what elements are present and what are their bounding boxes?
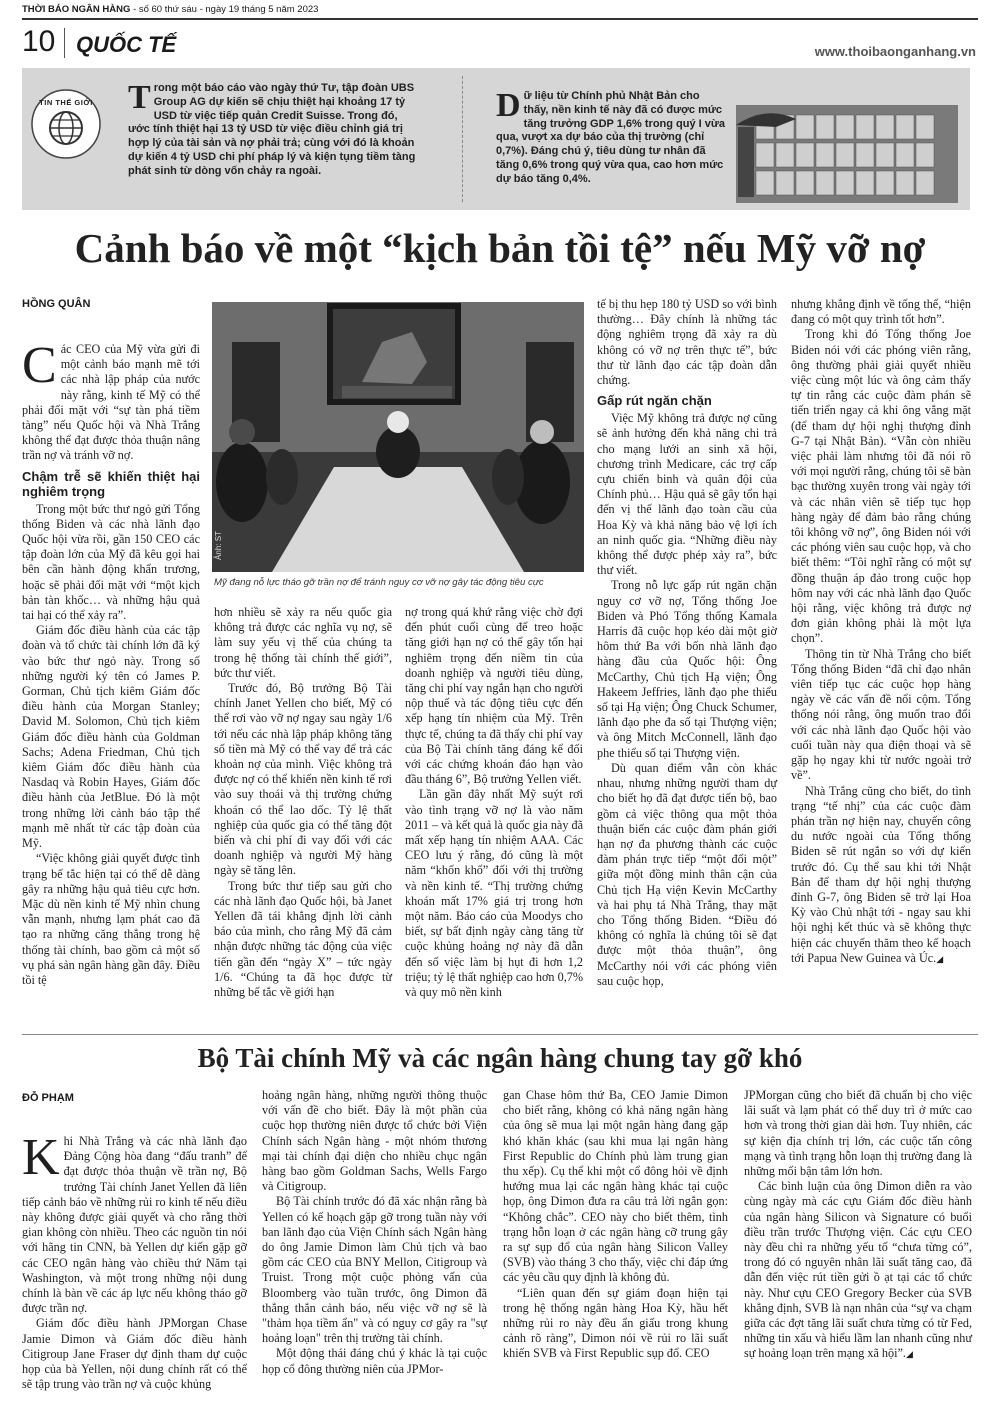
website[interactable]: www.thoibaonganhang.vn (814, 44, 976, 59)
header-top-rule (22, 18, 978, 20)
article1-col5: nhưng khẳng định về tổng thể, “hiện đang có một quy trình tốt hơn”. Trong khi đó Tổng thống Joe Biden nói với các phóng viên rằng, ông thường phải giải quyết nhiều việc cùng một lúc và ông cảm thấy tự tin rằng các cuộc đàm phán sẽ tiến triển ngay cả khi ông vắng mặt (để tham dự hội nghị thượng đỉnh G-7 tại Nhật Bản). “Vẫn còn nhiều việc phải làm nhưng tôi đã nói rõ với mọi người rằng, chúng tôi sẽ bàn bạc thường xuyên trong vài ngày tới và các nhân viên sẽ tiếp tục họp hàng ngày để đảm bảo rằng chúng tôi không vỡ nợ”, ông Biden nói với các phóng viên sau cuộc họp, và cho biết thêm: “Tôi nghĩ rằng có một sự đồng thuận áp đảo trong cuộc họp hôm nay với các nhà lãnh đạo Quốc hội rằng, việc không trả được nợ đơn giản không phải là một lựa chọn”. Thông tin từ Nhà Trắng cho biết Tổng thống Biden “đã chỉ đạo nhân viên tiếp tục các cuộc họp hàng ngày về các vấn đề nổi cộm. Tổng thống nói rằng, ông muốn trao đổi với các nhà lãnh đạo Quốc hội vào cuối tuần này qua điện thoại và sẽ gặp họ ngay khi từ nước ngoài trở về”. Nhà Trắng cũng cho biết, do tình trạng “tế nhị” của các cuộc đàm phán trần nợ hiện nay, chuyến công du nước ngoài của Tổng thống Biden sẽ rút ngắn so với dự kiến trước đó. Cụ thể sau khi tới Nhật Bản để tham dự hội nghị thượng đỉnh G-7, ông Biden sẽ trở lại Hoa Kỳ vào Chủ nhật tới - ngay sau khi hội nghị kết thúc và sẽ không thực hiện các chuyến thăm theo kế hoạch tới Papua New Guinea và Úc.◢ (791, 297, 971, 965)
article1-author: HỒNG QUÂN (22, 298, 91, 310)
article2-col2: hoảng ngân hàng, những người thông thuộc với vấn đề cho biết. Đây là một phần của cuộc họp thường niên được tổ chức bởi Viện Chính sách Ngân hàng - một nhóm thương mại tài chính đại diện cho nhiều chục ngân hàng bao gồm Goldman Sachs, Wells Fargo và Citigroup. Bộ Tài chính trước đó đã xác nhận rằng bà Yellen có kế hoạch gặp gỡ trong tuần này với ban lãnh đạo của Viện Chính sách Ngân hàng do ông Jamie Dimon làm Chủ tịch và bao gồm các CEO của BNY Mellon, Citigroup và Truist. Trong một cuộc phỏng vấn của Bloomberg vào tuần trước, ông Dimon đã thẳng thắn cảnh báo, nếu việc vỡ nợ sẽ là "thảm họa tiềm ẩn" và có nguy cơ gây ra "sự hoảng loạn" trên thị trường tài chính. Một động thái đáng chú ý khác là tại cuộc họp cổ đông thường niên của JPMor- (262, 1088, 487, 1376)
box-divider (462, 76, 463, 202)
world-news-item-2: Dữ liệu từ Chính phủ Nhật Bản cho thấy, nền kinh tế này đã có được mức tăng trưởng GDP 1,6% trong quý I vừa qua, vượt xa dự báo của thị trường (chỉ 0,7%). Đáng chú ý, tiêu dùng tư nhân đã tăng 0,6% trong quý vừa qua, cao hơn mức dự báo tăng 0,4%. (496, 87, 725, 185)
article1-subhead-1: Chậm trễ sẽ khiến thiệt hại nghiêm trọng (22, 468, 200, 499)
section-divider (22, 1034, 978, 1035)
badge-label: TIN THẾ GIỚI (39, 98, 93, 107)
article1-lead: ác CEO của Mỹ vừa gửi đi một cảnh báo mạnh mẽ tới các nhà lập pháp của nước này rằng, kinh tế Mỹ có thể phải đối mặt với “sự tàn phá tiềm tàng” nếu Quốc hội và Nhà Trắng không thể đạt được thỏa thuận nâng trần nợ và tránh vỡ nợ. (22, 342, 200, 463)
masthead-line (22, 4, 318, 15)
article1-headline: Cảnh báo về một “kịch bản tồi tệ” nếu Mỹ vỡ nợ (74, 225, 926, 271)
photo-credit: Ảnh: ST (213, 531, 223, 560)
item1-dropcap: T (128, 79, 151, 116)
end-mark-icon-2: ◢ (905, 1349, 913, 1360)
masthead: THỜI BÁO NGÂN HÀNG (22, 4, 131, 15)
article2-dropcap: K (22, 1129, 60, 1186)
news-stand-photo (736, 105, 958, 203)
article2-col1: Khi Nhà Trắng và các nhà lãnh đạo Đảng Cộng hòa đang “đấu tranh” để đạt được thỏa thuận về trần nợ, Bộ trưởng Tài chính Janet Yellen đã liên tiếp cảnh báo về những rủi ro kinh tế nếu điều này không được giải quyết và cho rằng thời gian không còn nhiều. Theo các nguồn tin nói với hãng tin CNN, bà Yellen dự kiến gặp gỡ các CEO ngân hàng vào chiều thứ Năm tại Washington, và một trong những nội dung chính là bàn về các áp lực nếu không tháo gỡ được trần nợ. Giám đốc điều hành JPMorgan Chase Jamie Dimon và Giám đốc điều hành Citigroup Jane Fraser dự định tham dự cuộc họp của bà Yellen, nội dung chính rất có thể sẽ tập trung vào trần nợ và cuộc khủng (22, 1129, 247, 1392)
page-number: 10 (22, 25, 56, 58)
world-news-item-1: Trong một báo cáo vào ngày thứ Tư, tập đoàn UBS Group AG dự kiến sẽ chịu thiệt hại khoảng 17 tỷ USD từ việc tiếp quản Credit Suisse. Trong đó, ước tính thiệt hại 13 tỷ USD từ việc điều chỉnh giá trị hợp lý của tài sản và nợ phải trả; cùng với đó là khoản dự kiến 4 tỷ USD chi phí pháp lý và kiện tụng tiềm tàng phát sinh từ dòng vốn chảy ra ngoài. (128, 79, 416, 177)
article1-dropcap: C (22, 337, 57, 394)
item2-dropcap: D (496, 87, 521, 124)
end-mark-icon: ◢ (936, 953, 944, 964)
issue-info: - số 60 thứ sáu - ngày 19 tháng 5 năm 2023 (130, 4, 319, 15)
photo-caption: Mỹ đang nỗ lực tháo gỡ trần nợ để tránh nguy cơ vỡ nợ gây tác động tiêu cực (214, 577, 544, 588)
article2-author: ĐỖ PHẠM (22, 1092, 74, 1104)
article2-headline: Bộ Tài chính Mỹ và các ngân hàng chung tay gỡ khó (197, 1043, 803, 1073)
article1-subhead-2: Gấp rút ngăn chặn (597, 393, 712, 409)
section-title: QUỐC TẾ (76, 32, 177, 57)
article1-col1: Các CEO của Mỹ vừa gửi đi một cảnh báo mạnh mẽ tới các nhà lập pháp của nước này rằng, kinh tế Mỹ có thể phải đối mặt với “sự tàn phá tiềm tàng” nếu Quốc hội và Nhà Trắng không thể đạt được thỏa thuận nâng trần nợ và tránh vỡ nợ. Chậm trễ sẽ khiến thiệt hại nghiêm trọng Trong một bức thư ngỏ gửi Tổng thống Biden và các nhà lãnh đạo Quốc hội vừa rồi, gần 150 CEO các tập đoàn lớn của Mỹ đã kêu gọi hai bên cần hành động khẩn trương, hoặc sẽ phải đối mặt với “một kịch bản tàn khốc… và những hậu quả tai hại có thể xảy ra”. Giám đốc điều hành của các tập đoàn và tổ chức tài chính lớn đã ký vào bức thư ngỏ này. Trong số những người ký tên có James P. Gorman, Chủ tịch kiêm Giám đốc điều hành của Morgan Stanley; David M. Solomon, Chủ tịch kiêm Giám đốc điều hành của Goldman Sachs; Adena Friedman, Chủ tịch kiêm Giám đốc điều hành của Nasdaq và Robin Hayes, Giám đốc điều hành của JetBlue. Đó là một trong những lời cảnh báo tập thể mạnh mẽ nhất từ các tập đoàn của Mỹ. “Việc không giải quyết được tình trạng bế tắc hiện tại có thể dễ dàng gây ra những hậu quả tiêu cực hơn. Mặc dù nền kinh tế Mỹ nhìn chung vẫn mạnh, nhưng lạm phát cao đã tạo ra những căng thẳng trong hệ thống tài chính, bao gồm cả một số vụ phá sản ngân hàng gần đây. Điều tồi tệ (22, 337, 200, 987)
article1-col2: hơn nhiều sẽ xảy ra nếu quốc gia không trả được các nghĩa vụ nợ, sẽ làm suy yếu vị thế của chúng ta trong hệ thống tài chính thế giới”, bức thư viết. Trước đó, Bộ trưởng Bộ Tài chính Janet Yellen cho biết, Mỹ có thể rơi vào vỡ nợ ngay sau ngày 1/6 tới nếu các nhà lập pháp không tăng số tiền mà Mỹ có thể vay để trả các khoản nợ của mình. Việc không trả được nợ có thể khiến nền kinh tế rơi vào suy thoái và thị trường chứng khoán có thể lao dốc. Tỷ lệ thất nghiệp của quốc gia có thể tăng đột biến và chi phí đi vay đối với các doanh nghiệp và người Mỹ hàng ngày sẽ tăng lên. Trong bức thư tiếp sau gửi cho các nhà lãnh đạo Quốc hội, bà Janet Yellen đã tái khẳng định lời cảnh báo của mình, cho rằng Mỹ đã cảm nhận được những tác động của việc tiến gần đến “ngày X” – tức ngày 1/6. “Chúng ta đã học được từ những bế tắc về giới hạn (214, 605, 392, 1000)
world-news-box (22, 68, 970, 210)
article2-col4: JPMorgan cũng cho biết đã chuẩn bị cho việc lãi suất và lạm phát có thể duy trì ở mức cao hơn và trong thời gian dài hơn. Tuy nhiên, các sự kiện địa chính trị lớn, các cuộc tấn công mạng và tình trạng hỗn loạn thị trường đang là những mối bận tâm lớn hơn. Các bình luận của ông Dimon diễn ra vào cùng ngày mà các cựu Giám đốc điều hành của ngân hàng Silicon và Signature có buổi điều trần trước Thượng viện. Các cựu CEO này đều chỉ ra những yếu tố “chưa từng có”, trong đó có nguyên nhân lãi suất tăng cao, đã dẫn đến việc rút tiền gửi ồ ạt tại các tổ chức này. Như cựu CEO Gregory Becker của SVB khẳng định, SVB là nạn nhân của “sự va chạm giữa các đợt tăng lãi suất chưa từng có từ Fed, những tin xấu và hiểu lầm lan nhanh cũng như sự hoảng loạn trên mạng xã hội”.◢ (744, 1088, 972, 1361)
article2-col3: gan Chase hôm thứ Ba, CEO Jamie Dimon cho biết rằng, không có khả năng ngân hàng của ông sẽ mua lại một ngân hàng đang gặp khó khăn khác (sau khi mua lại ngân hàng First Republic do Chính phủ làm trung gian thu xếp). Cụ thể khi một cổ đông hỏi về định hướng mua lại các ngân hàng khác tại cuộc họp, ông Dimon đưa ra câu trả lời ngắn gọn: “Không chắc”. CEO này cho biết thêm, tình trạng hỗn loạn ở các ngân hàng cỡ trung gây ra sự sụp đổ của ngân hàng Silicon Valley (SVB) vào tháng 3 cho thấy, việc chi đáp ứng các yêu cầu quy định là không đủ. “Liên quan đến sự giám đoạn hiện tại trong hệ thống ngân hàng Hoa Kỳ, hầu hết những rủi ro này đều ẩn giấu trong khung cảnh rõ ràng”, Dimon nói về rủi ro lãi suất khiến SVB và First Republic sụp đổ. CEO (503, 1088, 728, 1361)
article1-col4: tế bị thu hẹp 180 tỷ USD so với bình thường… Đây chính là những tác động nghiêm trọng đã xảy ra dù không có vỡ nợ trên thực tế”, bức thư từ lãnh đạo các tập đoàn dẫn chứng. Gấp rút ngăn chặn Việc Mỹ không trả được nợ cũng sẽ ảnh hưởng đến khả năng chi trả cho mạng lưới an sinh xã hội, chương trình Medicare, các trợ cấp cựu chiến binh và quân đội của Chính phủ… Hậu quả sẽ gây tổn hại đến vị thế lãnh đạo toàn cầu của Hoa Kỳ và khả năng bảo vệ lợi ích an ninh quốc gia. “Những điều này không thể được phép xảy ra”, bức thư viết. Trong nỗ lực gấp rút ngăn chặn nguy cơ vỡ nợ, Tổng thống Joe Biden và Phó Tổng thống Kamala Harris đã cuộc họp kéo dài một giờ hôm thứ Ba với bốn nhà lãnh đạo hàng đầu của Quốc hội: Ông McCarthy, Chủ tịch Hạ viện; Ông Hakeem Jeffries, lãnh đạo phe thiểu số tại Hạ viện; Ông Chuck Schumer, lãnh đạo phe đa số tại Thượng viện; và ông Mitch McConnell, lãnh đạo phe thiểu số tại Thượng viện. Dù quan điểm vẫn còn khác nhau, nhưng những người tham dự cho biết họ đã đạt được tiến bộ, bao gồm cả việc thông qua một thỏa thuận biến các cuộc đàm phán giới hạn nợ đa phương thành các cuộc đàm phán trực tiếp “một đối một” giữa một đồng minh thân cận của Chủ tịch Hạ viện Kevin McCarthy và hai phụ tá Nhà Trắng, thay mặt cho Tổng thống Biden. “Điều đó không có nghĩa là chúng tôi sẽ đạt được một thỏa thuận”, ông McCarthy nói với các phóng viên sau cuộc họp, (597, 297, 777, 988)
white-house-meeting-photo (212, 302, 584, 572)
article1-col3: nợ trong quá khứ rằng việc chờ đợi đến phút cuối cùng để treo hoặc tăng giới hạn nợ có thể gây tổn hại nghiêm trọng đến niềm tin của doanh nghiệp và người tiêu dùng, tăng chi phí vay ngắn hạn cho người nộp thuế và tác động tiêu cực đến xếp hạng tín nhiệm của Mỹ. Trên thực tế, chúng ta đã thấy chi phí vay của Bộ Tài chính tăng đáng kể đối với các chứng khoán đáo hạn vào đầu tháng 6”, Bộ trưởng Yellen viết. Lần gần đây nhất Mỹ suýt rơi vào tình trạng vỡ nợ là vào năm 2011 – và kết quả là quốc gia này đã mất xếp hạng tín nhiệm AAA. Các CEO lưu ý rằng, đó cũng là một năm “khốn khổ” đối với thị trường và nền kinh tế. “Thị trường chứng khoán mất 17% giá trị trong hơn một năm. Báo cáo của Moodys cho biết, sự bất định ngày càng tăng từ cuộc khủng hoảng nợ này đã dẫn đến số việc làm bị hụt đi hơn 1,2 triệu; tỷ lệ thất nghiệp cao hơn 0,7% và quy mô nền kinh (405, 605, 583, 1000)
header-divider (64, 28, 65, 58)
world-news-badge (30, 88, 102, 160)
